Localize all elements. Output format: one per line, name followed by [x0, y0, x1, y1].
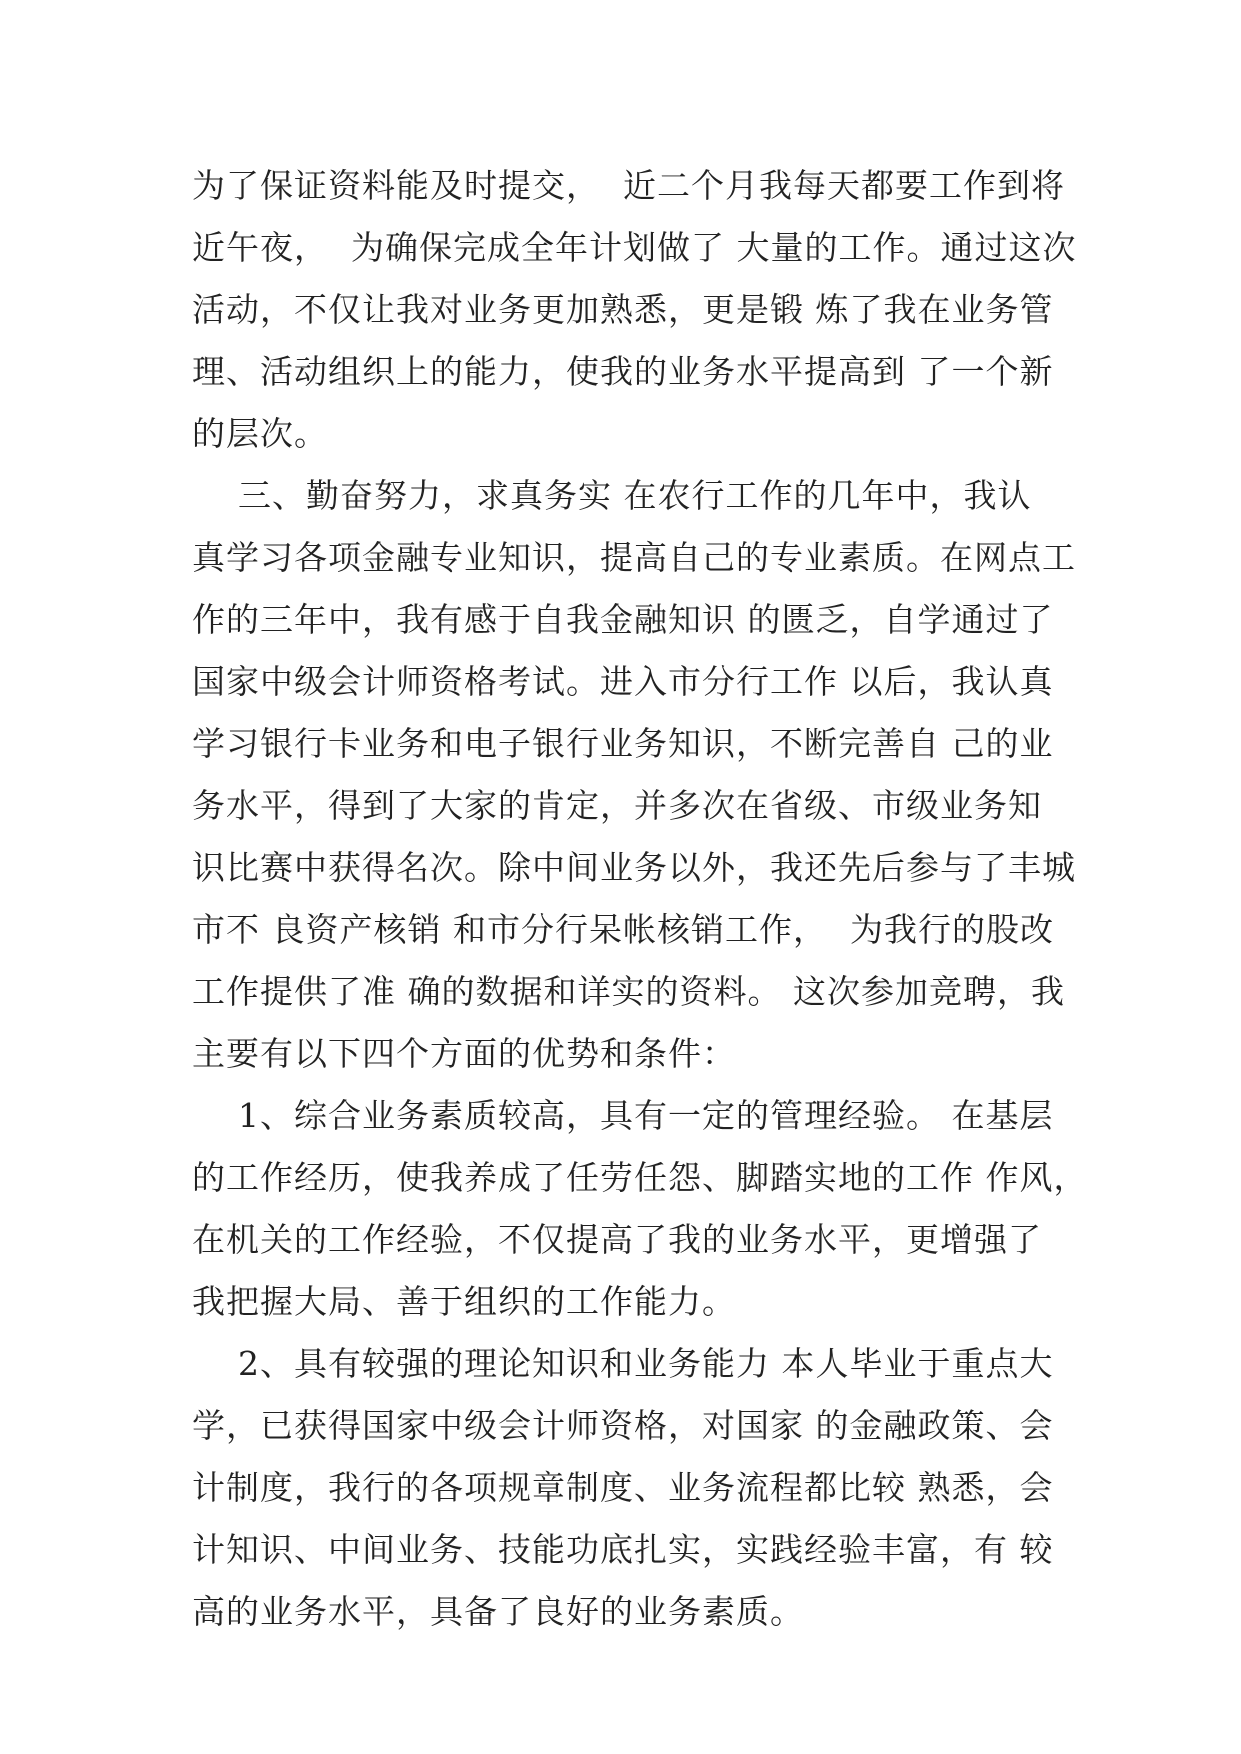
- text-line: 的层次。: [192, 414, 328, 453]
- text-line: 的工作经历，使我养成了任劳任怨、脚踏实地的工作 作风，: [192, 1158, 1088, 1197]
- text-line: 近午夜， 为确保完成全年计划做了 大量的工作。通过这次: [192, 228, 1077, 267]
- text-line: 我把握大局、善于组织的工作能力。: [192, 1282, 736, 1321]
- text-line: 真学习各项金融专业知识，提高自己的专业素质。在网点工: [192, 538, 1076, 577]
- text-line: 作的三年中，我有感于自我金融知识 的匮乏，自学通过了: [192, 600, 1054, 639]
- text-line: 市不 良资产核销 和市分行呆帐核销工作， 为我行的股改: [192, 910, 1054, 949]
- text-line: 活动，不仅让我对业务更加熟悉，更是锻 炼了我在业务管: [192, 290, 1054, 329]
- text-line: 学，已获得国家中级会计师资格，对国家 的金融政策、会: [192, 1406, 1054, 1445]
- text-line: 识比赛中获得名次。除中间业务以外，我还先后参与了丰城: [192, 848, 1076, 887]
- text-line: 国家中级会计师资格考试。进入市分行工作 以后，我认真: [192, 662, 1054, 701]
- list-item-line: 2、具有较强的理论知识和业务能力 本人毕业于重点大: [192, 1344, 1054, 1383]
- text-line: 主要有以下四个方面的优势和条件：: [192, 1034, 736, 1073]
- text-line: 高的业务水平，具备了良好的业务素质。: [192, 1592, 804, 1631]
- text-line: 工作提供了准 确的数据和详实的资料。 这次参加竞聘，我: [192, 972, 1065, 1011]
- text-line: 学习银行卡业务和电子银行业务知识，不断完善自 己的业: [192, 724, 1054, 763]
- text-line: 务水平，得到了大家的肯定，并多次在省级、市级业务知: [192, 786, 1042, 825]
- document-body: [192, 155, 1088, 1643]
- list-item-line: 1、综合业务素质较高，具有一定的管理经验。 在基层: [192, 1096, 1054, 1135]
- text-line: 理、活动组织上的能力，使我的业务水平提高到 了一个新: [192, 352, 1054, 391]
- text-line: 计制度，我行的各项规章制度、业务流程都比较 熟悉，会: [192, 1468, 1054, 1507]
- text-line: 为了保证资料能及时提交， 近二个月我每天都要工作到将: [192, 166, 1065, 205]
- section-heading-line: 三、勤奋努力，求真务实 在农行工作的几年中，我认: [192, 476, 1032, 515]
- text-line: 计知识、中间业务、技能功底扎实，实践经验丰富，有 较: [192, 1530, 1054, 1569]
- text-line: 在机关的工作经验，不仅提高了我的业务水平，更增强了: [192, 1220, 1042, 1259]
